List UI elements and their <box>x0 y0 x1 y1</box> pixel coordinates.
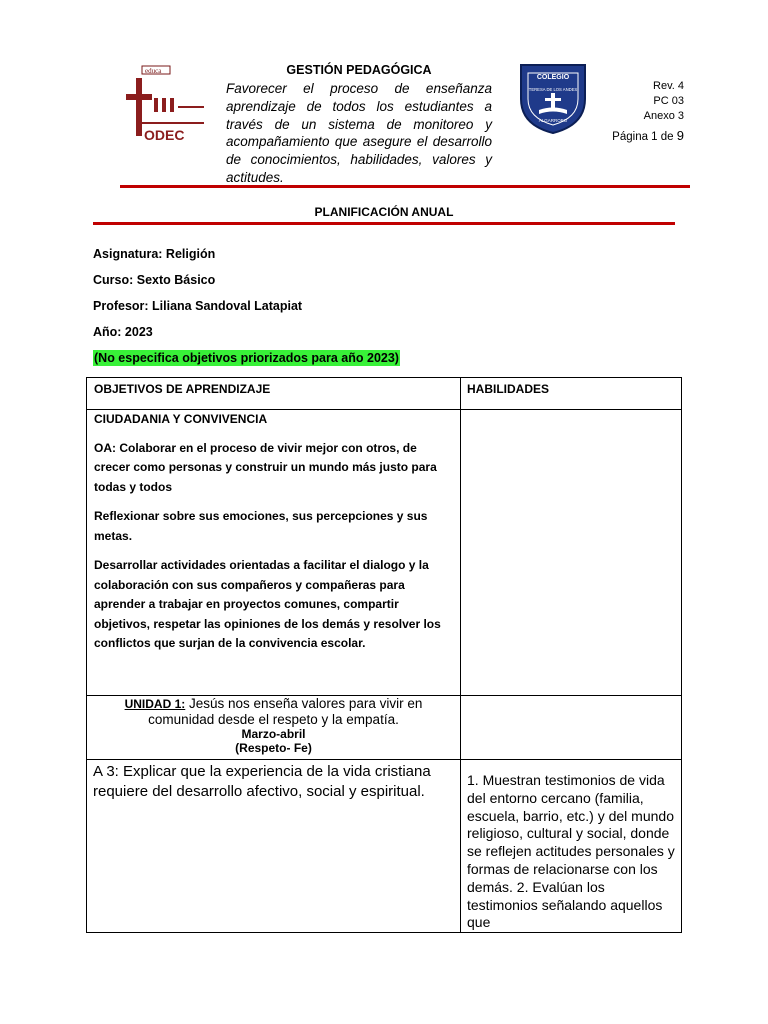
teacher-line: Profesor: Liliana Sandoval Latapiat <box>93 299 303 313</box>
year-line: Año: 2023 <box>93 325 153 339</box>
skills-empty-cell <box>460 409 682 696</box>
seal-bottom-text: ALGARROBO <box>538 118 568 123</box>
plan-title: PLANIFICACIÓN ANUAL <box>314 205 454 219</box>
header-description: Favorecer el proceso de enseñanza aprendizaje de todos los estudiantes a través de un sistema de monitoreo y acompañamiento que asegure el desarrollo de conocimientos, habilidades, valores y actitudes. <box>226 81 492 185</box>
unit-skills-cell <box>460 695 682 760</box>
highlighted-note: (No especifica objetivos priorizados para año 2023) <box>94 351 399 365</box>
page-indicator <box>612 128 684 145</box>
revision-label: Rev. 4 <box>653 80 684 92</box>
seal-ring-text: TERESA DE LOS ANDES <box>528 87 578 92</box>
unit-months: Marzo-abril <box>241 727 306 741</box>
develop-text: Desarrollar actividades orientadas a facilitar el dialogo y la colaboración con sus compañeros y compañeras para aprender a trabajar en proyectos comunes, compartir objetivos, respetar las opiniones de los demás y resolver los conflictos que surjan de la convivencia escolar. <box>94 558 441 650</box>
unit-label: UNIDAD 1: <box>124 697 186 711</box>
seal-top-text: COLEGIO <box>536 74 570 81</box>
school-seal-logo <box>517 61 589 136</box>
pc-label: PC 03 <box>653 95 684 107</box>
a3-cell <box>86 759 461 933</box>
skills-header-label: HABILIDADES <box>467 382 550 396</box>
a3-text: A 3: Explicar que la experiencia de la vida cristiana requiere del desarrollo afectivo, social y espiritual. <box>93 763 431 800</box>
note-line-wrapper <box>93 351 400 365</box>
page-label: Página 1 de <box>612 131 674 143</box>
document-meta <box>612 79 684 145</box>
unit-values: (Respeto- Fe) <box>235 741 312 755</box>
logo-left-name: ODEC <box>144 127 185 143</box>
unit-text: Jesús nos enseña valores para vivir en comunidad desde el respeto y la empatía. <box>148 696 423 727</box>
subject-line: Asignatura: Religión <box>93 247 216 261</box>
title-divider <box>93 222 675 225</box>
reflect-text: Reflexionar sobre sus emociones, sus percepciones y sus metas. <box>94 509 428 543</box>
header-divider <box>120 185 690 188</box>
page-total: 9 <box>676 128 684 143</box>
unit-cell <box>86 695 461 760</box>
school-logo-left <box>122 62 208 154</box>
section-title: CIUDADANIA Y CONVIVENCIA <box>94 412 268 426</box>
annex-label: Anexo 3 <box>643 110 684 122</box>
header-title: GESTIÓN PEDAGÓGICA <box>286 63 432 77</box>
oa-text: OA: Colaborar en el proceso de vivir mejor con otros, de crecer como personas y construir un mundo más justo para todas y todos <box>94 440 437 494</box>
skills-header <box>460 377 682 410</box>
citizenship-cell <box>86 409 461 696</box>
skills-text: 1. Muestran testimonios de vida del entorno cercano (familia, escuela, barrio, etc.) y del mundo religioso, cultural y social, donde se reflejen actitudes personales y formas de relacionarse con los demás. 2. Evalúan los testimonios señalando aquellos que <box>467 772 675 931</box>
logo-left-small-text: educa <box>145 67 162 75</box>
course-line: Curso: Sexto Básico <box>93 273 216 287</box>
objectives-header-label: OBJETIVOS DE APRENDIZAJE <box>94 382 271 396</box>
skills-list-cell <box>460 759 682 933</box>
objectives-header <box>86 377 461 410</box>
